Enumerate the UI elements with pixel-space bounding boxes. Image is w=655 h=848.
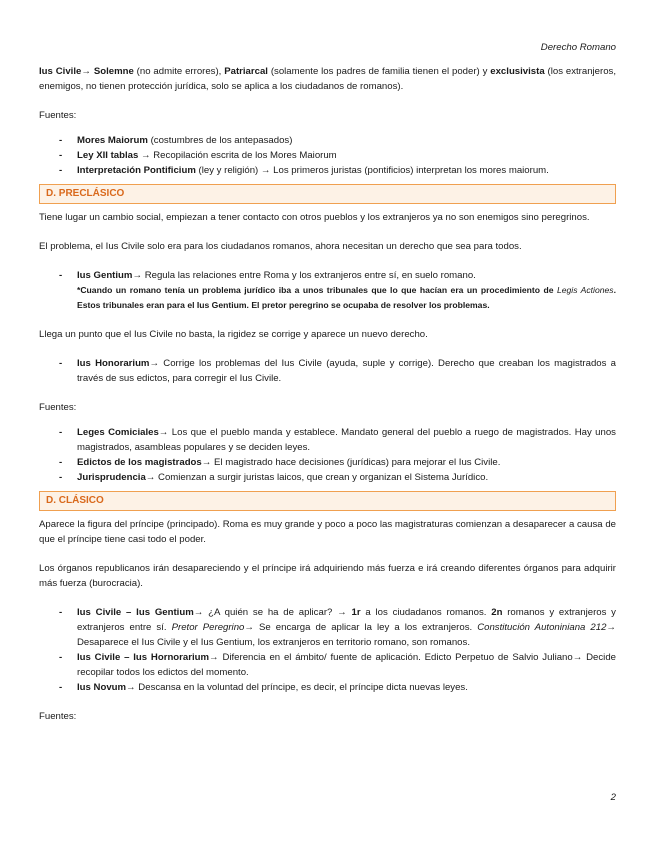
term-exclusivista: exclusivista — [490, 66, 545, 77]
paragraph: Aparece la figura del príncipe (principado). Roma es muy grande y poco a poco las magistraturas comienzan a desaparecer a causa de que el príncipe tiene casi todo el poder. — [39, 519, 616, 545]
list-item: - Edictos de los magistrados→ El magistrado hace decisiones (jurídicas) para mejorar el Ius Civile. — [59, 457, 501, 468]
list-item: - Ius Gentium→ Regula las relaciones entre Roma y los extranjeros entre sí, en suelo romano. *Cuando un romano tenía un problema jurídico iba a unos tribunales que lo que hacían era un procedimiento de Legis Actiones. Estos tribunales eran para el Ius Gentium. El pretor peregrino se ocupaba de resolver los problemas. — [59, 270, 616, 310]
page-number: 2 — [610, 792, 616, 803]
list-item: - Ius Honorarium→ Corrige los problemas del Ius Civile (ayuda, suple y corrige). Derecho que creaban los magistrados a través de sus edictos, para corregir el Ius Civile. — [59, 358, 616, 384]
term-solemne: Solemne — [93, 66, 134, 77]
paragraph: Tiene lugar un cambio social, empiezan a tener contacto con otros pueblos y los extranjeros ya no son enemigos sino peregrinos. — [39, 212, 590, 223]
list-item: - Ius Civile – Ius Hornorarium→ Diferencia en el ámbito/ fuente de aplicación. Edicto Perpetuo de Salvio Juliano→ Decide recopilar todos los edictos del momento. — [59, 652, 616, 678]
section-heading-clasico: D. CLÁSICO — [39, 491, 616, 511]
honorarium-list — [39, 356, 616, 386]
paragraph: El problema, el Ius Civile solo era para los ciudadanos romanos, ahora necesitan un derecho que sea para todos. — [39, 241, 522, 252]
list-item: - Ius Civile – Ius Gentium→ ¿A quién se ha de aplicar? → 1r a los ciudadanos romanos. 2n romanos y extranjeros y extranjeros entre sí. Pretor Peregrino→ Se encarga de aplicar la ley a los extranjeros. Constitución Autoniniana 212→ Desaparece el Ius Civile y el Ius Gentium, los extranjeros en territorio romano, son romanos. — [59, 607, 617, 648]
list-item: - Jurisprudencia→ Comienzan a surgir juristas laicos, que crean y organizan el Sistema Jurídico. — [59, 472, 489, 483]
list-item: - Leges Comiciales→ Los que el pueblo manda y establece. Mandato general del pueblo a ruego de magistrados. Hay unos magistrados, asambleas populares y se deciden leyes. — [59, 427, 616, 453]
gentium-list — [39, 268, 616, 313]
text: (solamente los padres de familia tienen el poder) y — [267, 66, 491, 77]
arrow: → — [81, 66, 94, 77]
list-item: - Interpretación Pontificium (ley y religión) → Los primeros juristas (pontificios) interpretan los mores maiorum. — [59, 165, 549, 176]
clasico-list — [39, 605, 616, 695]
page-content — [39, 64, 616, 724]
list-item: - Mores Maiorum (costumbres de los antepasados) — [59, 135, 293, 146]
section-heading-preclasico: D. PRECLÁSICO — [39, 184, 616, 204]
list-item: - Ius Novum→ Descansa en la voluntad del príncipe, es decir, el príncipe dicta nuevas leyes. — [59, 682, 468, 693]
note: *Cuando un romano tenía un problema jurídico iba a unos tribunales que lo que hacían era un procedimiento de Legis Actiones. Estos tribunales eran para el Ius Gentium. El pretor peregrino se ocupaba de resolver los problemas. — [77, 285, 616, 310]
fuentes-list — [39, 425, 616, 485]
paragraph: Llega un punto que el Ius Civile no basta, la rigidez se corrige y aparece un nuevo derecho. — [39, 329, 428, 340]
paragraph: Los órganos republicanos irán desapareciendo y el príncipe irá adquiriendo más fuerza e irá creando diferentes órganos para adquirir más fuerza (burocracia). — [39, 563, 616, 589]
text: (no admite errores), — [133, 66, 225, 77]
term-ius-civile: Ius Civile — [39, 66, 82, 77]
fuentes-list — [39, 133, 616, 178]
fuentes-label: Fuentes: — [39, 110, 77, 121]
running-header: Derecho Romano — [540, 42, 616, 53]
intro-paragraph — [39, 64, 616, 94]
fuentes-label: Fuentes: — [39, 402, 77, 413]
term-patriarcal: Patriarcal — [224, 66, 268, 77]
list-item: - Ley XII tablas → Recopilación escrita de los Mores Maiorum — [59, 150, 337, 161]
text: (los extranjeros, enemigos, no tienen protección jurídica, solo se aplica a los ciudadanos de romanos). — [39, 66, 616, 92]
fuentes-label: Fuentes: — [39, 711, 77, 722]
